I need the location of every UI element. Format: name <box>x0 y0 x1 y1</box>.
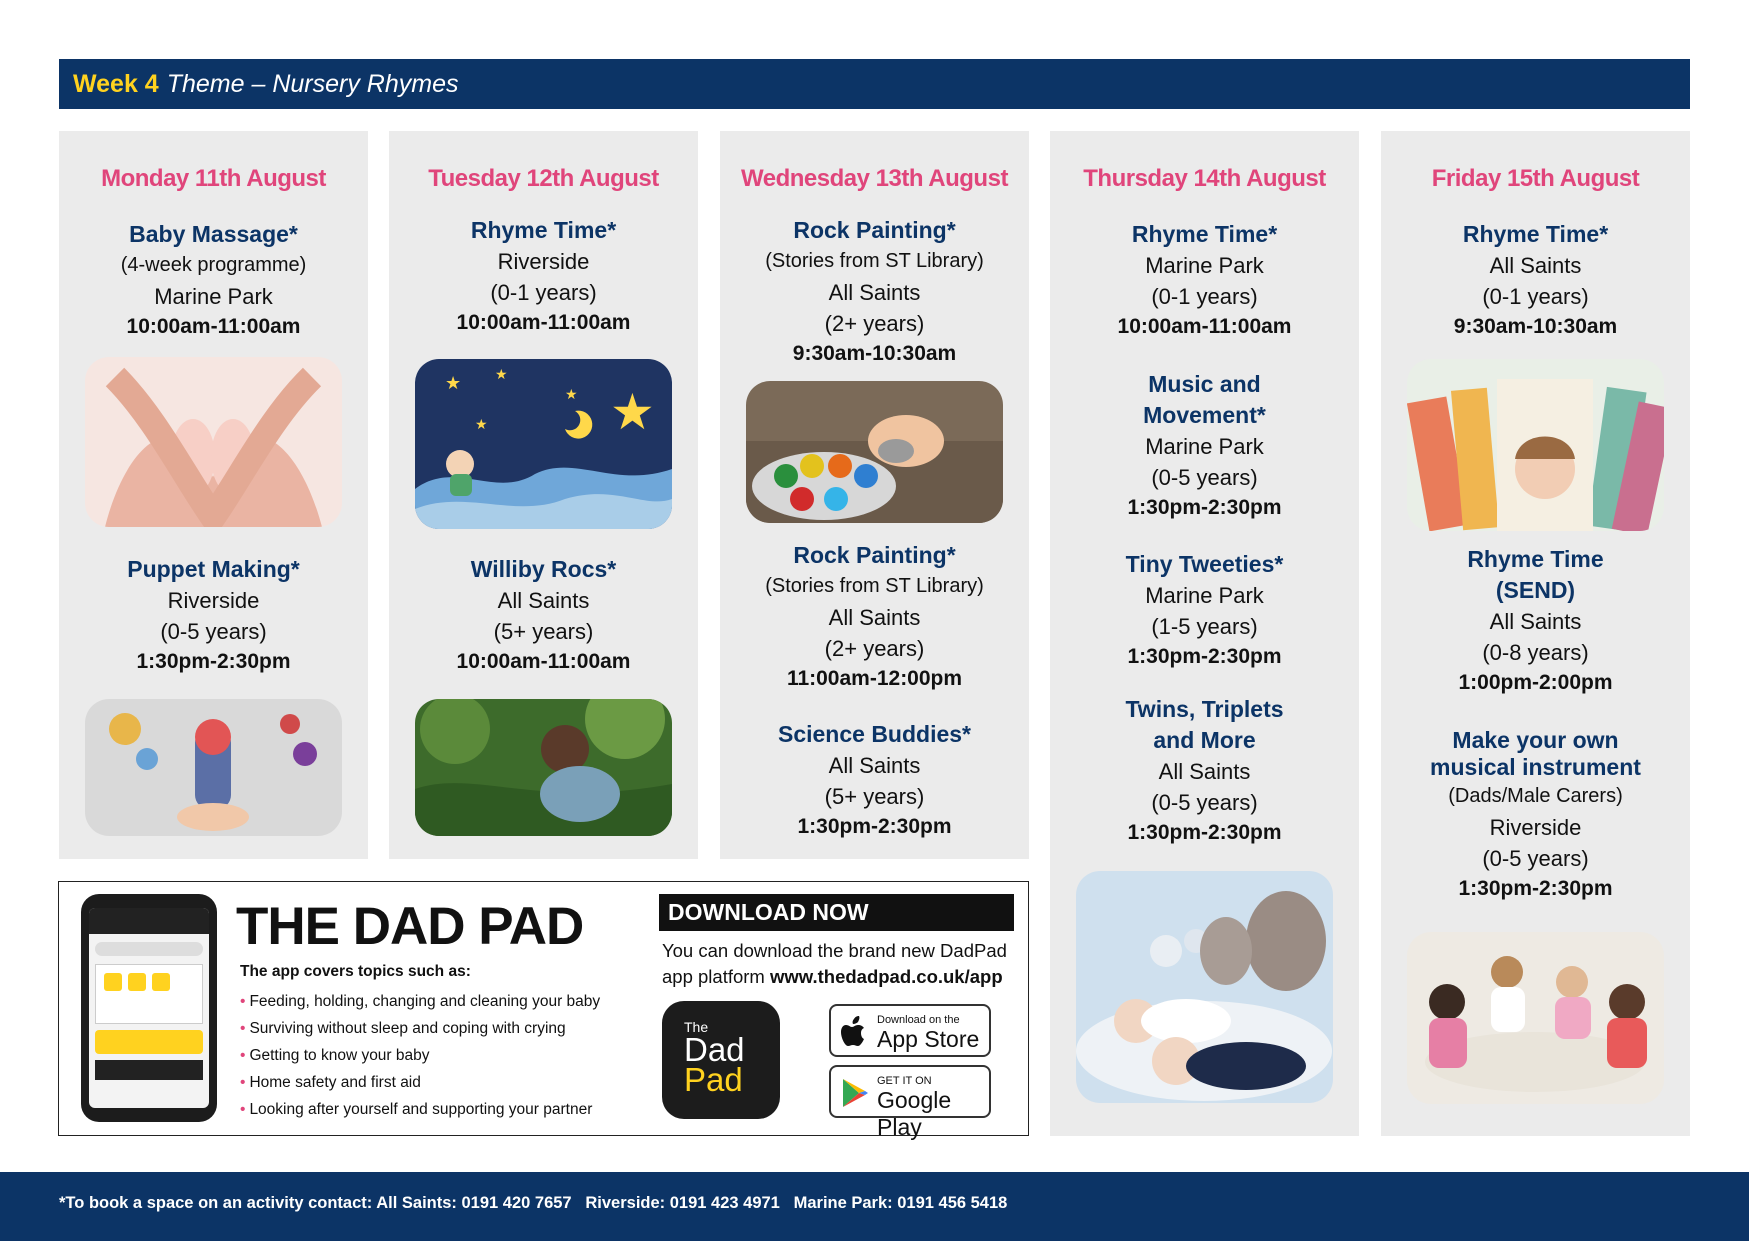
day-column-monday <box>59 131 368 859</box>
svg-text:★: ★ <box>495 366 508 382</box>
activity-make-instrument <box>1381 727 1690 903</box>
activity-venue: Marine Park <box>1145 253 1264 278</box>
activity-venue: All Saints <box>1489 609 1582 634</box>
activity-title-line2: Movement* <box>1143 402 1266 428</box>
activity-time: 9:30am-10:30am <box>1453 315 1618 338</box>
activity-time: 11:00am-12:00pm <box>786 667 963 690</box>
activity-title: Puppet Making* <box>127 556 300 582</box>
activity-title-line2: musical instrument <box>1430 754 1641 780</box>
day-title: Thursday 14th August <box>1083 165 1326 192</box>
activity-williby-rocs <box>389 554 698 676</box>
topic-item: • Surviving without sleep and coping with crying <box>240 1015 600 1042</box>
day-title: Friday 15th August <box>1431 165 1640 192</box>
svg-text:★: ★ <box>565 386 578 402</box>
activity-age: (5+ years) <box>493 619 594 644</box>
photo-picture-books <box>1407 359 1664 531</box>
google-play-badge[interactable] <box>829 1065 991 1140</box>
activity-time: 1:30pm-2:30pm <box>797 815 952 838</box>
activity-time: 1:30pm-2:30pm <box>1127 496 1282 519</box>
day-title: Wednesday 13th August <box>741 165 1008 192</box>
logo-dad: Dad <box>684 1031 745 1068</box>
logo-pad: Pad <box>684 1061 743 1098</box>
logo-the: The <box>684 1019 709 1035</box>
download-now-banner: DOWNLOAD NOW <box>659 894 1014 931</box>
booking-contact-text: *To book a space on an activity contact: All Saints: 0191 420 7657 Riverside: 0191 423 4971 Marine Park: 0191 456 5418 <box>59 1194 1008 1212</box>
activity-twins-triplets <box>1050 694 1359 847</box>
activity-age: (2+ years) <box>824 311 925 336</box>
photo-puppet-crafts <box>85 699 342 836</box>
activity-title: Twins, Triplets <box>1125 696 1284 722</box>
activity-venue: All Saints <box>497 588 590 613</box>
activity-science-buddies <box>720 719 1029 841</box>
activity-title: Make your own <box>1452 727 1619 753</box>
activity-venue: Riverside <box>1489 815 1582 840</box>
download-description <box>662 938 1022 990</box>
activity-title: Rhyme Time <box>1467 546 1604 572</box>
activity-time: 10:00am-11:00am <box>126 315 301 338</box>
activity-age: (2+ years) <box>824 636 925 661</box>
activity-time: 10:00am-11:00am <box>456 311 631 334</box>
activity-venue: All Saints <box>828 280 921 305</box>
activity-rhyme-time-send <box>1381 544 1690 697</box>
activity-time: 1:30pm-2:30pm <box>1458 877 1613 900</box>
activity-venue: Marine Park <box>1145 583 1264 608</box>
activity-age: (0-5 years) <box>1151 790 1258 815</box>
activity-title: Rhyme Time* <box>470 217 617 243</box>
theme-label: Theme – Nursery Rhymes <box>166 69 459 98</box>
activity-age: (0-5 years) <box>160 619 267 644</box>
activity-note: (Stories from ST Library) <box>765 575 984 597</box>
activity-time: 10:00am-11:00am <box>1117 315 1292 338</box>
activity-title: Williby Rocs* <box>470 556 617 582</box>
activity-puppet-making <box>59 554 368 676</box>
activity-tiny-tweeties <box>1050 549 1359 671</box>
activity-rhyme-time <box>1381 219 1690 341</box>
day-column-friday <box>1381 131 1690 1136</box>
week-label: Week 4 <box>73 69 159 98</box>
activity-age: (0-1 years) <box>1482 284 1589 309</box>
activity-title: Science Buddies* <box>777 721 972 747</box>
activity-age: (0-1 years) <box>490 280 597 305</box>
activity-title: Rhyme Time* <box>1131 221 1278 247</box>
activity-title: Baby Massage* <box>129 221 298 247</box>
activity-time: 1:00pm-2:00pm <box>1458 671 1613 694</box>
activity-time: 1:30pm-2:30pm <box>136 650 291 673</box>
topic-item: • Home safety and first aid <box>240 1069 600 1096</box>
activity-venue: Riverside <box>497 249 590 274</box>
svg-text:★: ★ <box>475 416 488 432</box>
app-store-big-text: App Store <box>877 1026 980 1052</box>
activity-venue: Marine Park <box>1145 434 1264 459</box>
activity-title-line2: and More <box>1153 727 1256 753</box>
activity-title: Rock Painting* <box>793 217 956 243</box>
svg-text:★: ★ <box>445 373 462 393</box>
photo-children-at-table <box>1407 932 1664 1104</box>
activity-age: (1-5 years) <box>1151 614 1258 639</box>
download-text: You can download the brand new DadPad app platform <box>662 940 1007 987</box>
activity-rock-painting-late-morning <box>720 540 1029 693</box>
activity-note: (Stories from ST Library) <box>765 250 984 272</box>
activity-music-and-movement <box>1050 369 1359 522</box>
topic-item: • Looking after yourself and supporting your partner <box>240 1096 600 1123</box>
activity-rock-painting-morning <box>720 215 1029 368</box>
photo-baby-feet <box>85 357 342 527</box>
activity-age: (0-5 years) <box>1482 846 1589 871</box>
day-column-wednesday <box>720 131 1029 859</box>
day-title: Tuesday 12th August <box>428 165 659 192</box>
activity-age: (5+ years) <box>824 784 925 809</box>
topic-item: • Feeding, holding, changing and cleaning your baby <box>240 988 600 1015</box>
photo-night-sky-illustration <box>415 359 672 529</box>
dadpad-promo <box>58 881 1029 1140</box>
activity-venue: All Saints <box>1489 253 1582 278</box>
dadpad-intro: The app covers topics such as: <box>240 963 471 980</box>
activity-rhyme-time <box>389 215 698 337</box>
activity-time: 9:30am-10:30am <box>792 342 957 365</box>
photo-rock-painting <box>746 381 1003 523</box>
week-header <box>59 59 1690 109</box>
download-url-link[interactable]: www.thedadpad.co.uk/app <box>769 966 1003 987</box>
activity-time: 10:00am-11:00am <box>456 650 631 673</box>
booking-footer <box>0 1172 1749 1241</box>
day-title: Monday 11th August <box>101 165 326 192</box>
phone-app-screenshot <box>81 894 217 1122</box>
activity-note: (4-week programme) <box>120 254 307 276</box>
activity-title: Tiny Tweeties* <box>1125 551 1284 577</box>
activity-venue: All Saints <box>1158 759 1251 784</box>
photo-child-in-garden <box>415 699 672 836</box>
activity-venue: All Saints <box>828 753 921 778</box>
activity-age: (0-1 years) <box>1151 284 1258 309</box>
activity-title-line2: (SEND) <box>1495 577 1576 603</box>
activity-title: Rock Painting* <box>793 542 956 568</box>
google-play-icon <box>841 1077 869 1109</box>
activity-note: (Dads/Male Carers) <box>1448 785 1623 807</box>
app-store-small-text: Download on the <box>877 1014 960 1026</box>
activity-age: (0-5 years) <box>1151 465 1258 490</box>
activity-time: 1:30pm-2:30pm <box>1127 645 1282 668</box>
day-column-thursday <box>1050 131 1359 1136</box>
google-play-big-text: Google Play <box>877 1087 952 1140</box>
topic-item: • Getting to know your baby <box>240 1042 600 1069</box>
activity-title: Music and <box>1148 371 1261 397</box>
activity-rhyme-time <box>1050 219 1359 341</box>
app-store-badge[interactable] <box>829 1004 991 1057</box>
dadpad-app-logo <box>662 1001 780 1119</box>
activity-venue: All Saints <box>828 605 921 630</box>
dadpad-title: THE DAD PAD <box>236 897 584 956</box>
activity-venue: Marine Park <box>154 284 273 309</box>
activity-venue: Riverside <box>167 588 260 613</box>
activity-title: Rhyme Time* <box>1462 221 1609 247</box>
svg-text:★: ★ <box>610 384 655 440</box>
google-play-small-text: GET IT ON <box>877 1075 932 1087</box>
apple-icon <box>841 1016 869 1048</box>
photo-twin-babies <box>1076 871 1333 1103</box>
activity-baby-massage <box>59 219 368 341</box>
dadpad-topics <box>240 988 600 1123</box>
day-column-tuesday <box>389 131 698 859</box>
activity-time: 1:30pm-2:30pm <box>1127 821 1282 844</box>
activity-age: (0-8 years) <box>1482 640 1589 665</box>
